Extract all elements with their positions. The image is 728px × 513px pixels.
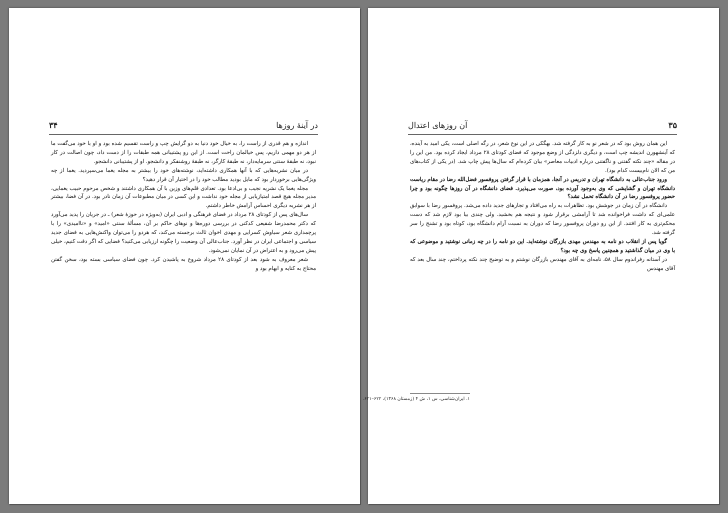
page-header <box>408 120 677 135</box>
page-number: ۳۴ <box>49 120 58 130</box>
left-page <box>9 8 360 504</box>
interview-question: گویا پس از انقلاب دو نامه به مهندس مهدی بازرگان نوشته‌اید. این دو نامه را در چه زمانی نوشتید و موضوعی که با وی در میان گذاشتید و همچنین پاسخ وی چه بود؟ <box>410 238 675 254</box>
footnote <box>362 393 470 402</box>
paragraph: شعر معروف به شود بعد از کودتای ۲۸ مرداد شروع به پاشیدن کرد. چون فضای سیاسی بسته بود، سخن گفتن محتاج به کنایه و ابهام بود و <box>51 256 316 272</box>
paragraph: اندازه و هم قدری از راست را، به خیال خود دنیا به دو گرایش چپ و راست تقسیم شده بود و او با خود می‌گفت ما از هر دو مهمی داریم، پس خیالمان راحت است. از این رو پشتیبانی همه طبقات را از دست داد، چون اصالت در کار نبود، نه طبقهٔ سنتی سرمایه‌دار، نه طبقهٔ کارگر، نه طبقهٔ روشنفکر و دانشجو. او از پشتیبانی دانشجو. <box>51 141 316 165</box>
paragraph: سال‌های پس از کودتای ۲۸ مرداد در فضای فرهنگی و ادبی ایران (به‌ویژه در حوزهٔ شعر) ـ در جریان را پدید می‌آورد که دکتر محمدرضا شفیعی کدکنی در بررسی دوره‌ها و نوهای حاکم بر آن، مسألهٔ سنتی «امید» و «ناامیدی» را با پرچمداری شعر سیاوش کسرایی و مهدی اخوان ثالث برجسته می‌کند، که هردو را می‌توان واکنش‌هایی به فضای جدید سیاسی و اجتماعی ایران در نظر آورد. جناب‌عالی آن وضعیت را چگونه ارزیابی می‌کنید؟ فضایی که اگر دقت کنیم، خیلی پیش می‌رود و به اعتراض در آن نمایان نمی‌شود. <box>51 212 316 254</box>
paragraph: در آستانه رفراندوم سال ۵۸، نامه‌ای به آقای مهندس بازرگان نوشتم و به توضیح چند نکته پرداختم، چند سال بعد که آقای مهندس <box>410 256 675 272</box>
page-body <box>51 140 316 274</box>
right-page <box>362 8 719 504</box>
paragraph: دانشگاه در آن زمان در جوشش بود. تظاهرات به راه می‌افتاد و تجارهای جدید داده می‌شد. پروفسور رضا با سوابق علمی‌ای که داشت فراخوانده شد تا آرامشی برقرار شود و نتیجه هم بخشید. ولی چندی بیا بود لازم شد که دست محکم‌تری به کار افتند. از این رو دوران پروفسور رضا که دوران به نسبت آرام دانشگاه بود، کوتاه بود و تشنج را سر گرفته شد. <box>410 203 675 237</box>
interview-question: ورود جناب‌عالی به دانشگاه تهران و تدریس در آنجا، همزمان با قرار گرفتن پروفسور فضل‌الله رضا در مقام ریاست دانشگاه تهران و گشایشی که وی به‌وجود آورده بود، صورت می‌پذیرد. فضای دانشگاه در آن روزها چگونه بود و چرا حضور پروفسور رضا در آن دانشگاه تحمل نشد؟ <box>410 176 675 201</box>
page-number: ۳۵ <box>668 120 677 130</box>
paragraph: مجله یغما یک نشریه نجیب و بی‌ادعا بود. تعدادی قلم‌های وزین با آن همکاری داشتند و شخص مرحوم حبیب یغمایی، مدیر مجله هیچ قصد امتیازیابی از مجله خود نداشت و این کسی در میان مطبوعات آن زمان نادر بود. در آن فضا، بیشتر از هر نشریه دیگری احساس آرامش خاطر داشتم. <box>51 185 316 210</box>
page-header <box>49 120 318 135</box>
paragraph: در میان نشریه‌هایی که با آنها همکاری داشته‌اید، نوشته‌های خود را بیشتر به مجله یغما می‌سپردید. یغما از چه ویژگی‌هایی برخوردار بود که مایل بودید مطالب خود را در اختیار آن قرار دهید؟ <box>51 167 316 183</box>
page-body <box>410 140 675 274</box>
running-title: آن روزهای اعتدال <box>408 121 468 130</box>
running-title: در آینهٔ روزها <box>276 121 318 130</box>
footnote-text: ۱. ایران‌شناسی، س ۱، ش ۴ (زمستان ۱۳۶۸)، ۶۲۲–۶۲۱. <box>362 397 470 402</box>
paragraph: این همان روش بود که در شعر نو به کار گرفته شد. بهگکی در این نوع شعر، در رگه اصلی است، یکی امید به آینده، که آینشهورن اندیشه چپ است، و دیگری دلزدگی از وضع موجود که فضای کودتای ۲۸ مرداد ایجاد کرده بود. من این را در مقاله «چند نکته گفتنی و ناگفتنی درباره ادبیات معاصر» بیان کرده‌ام که سال‌ها پیش چاپ شد. (در یکی از کتاب‌های من که الان نام‌بیست کدام بود). <box>410 141 675 174</box>
